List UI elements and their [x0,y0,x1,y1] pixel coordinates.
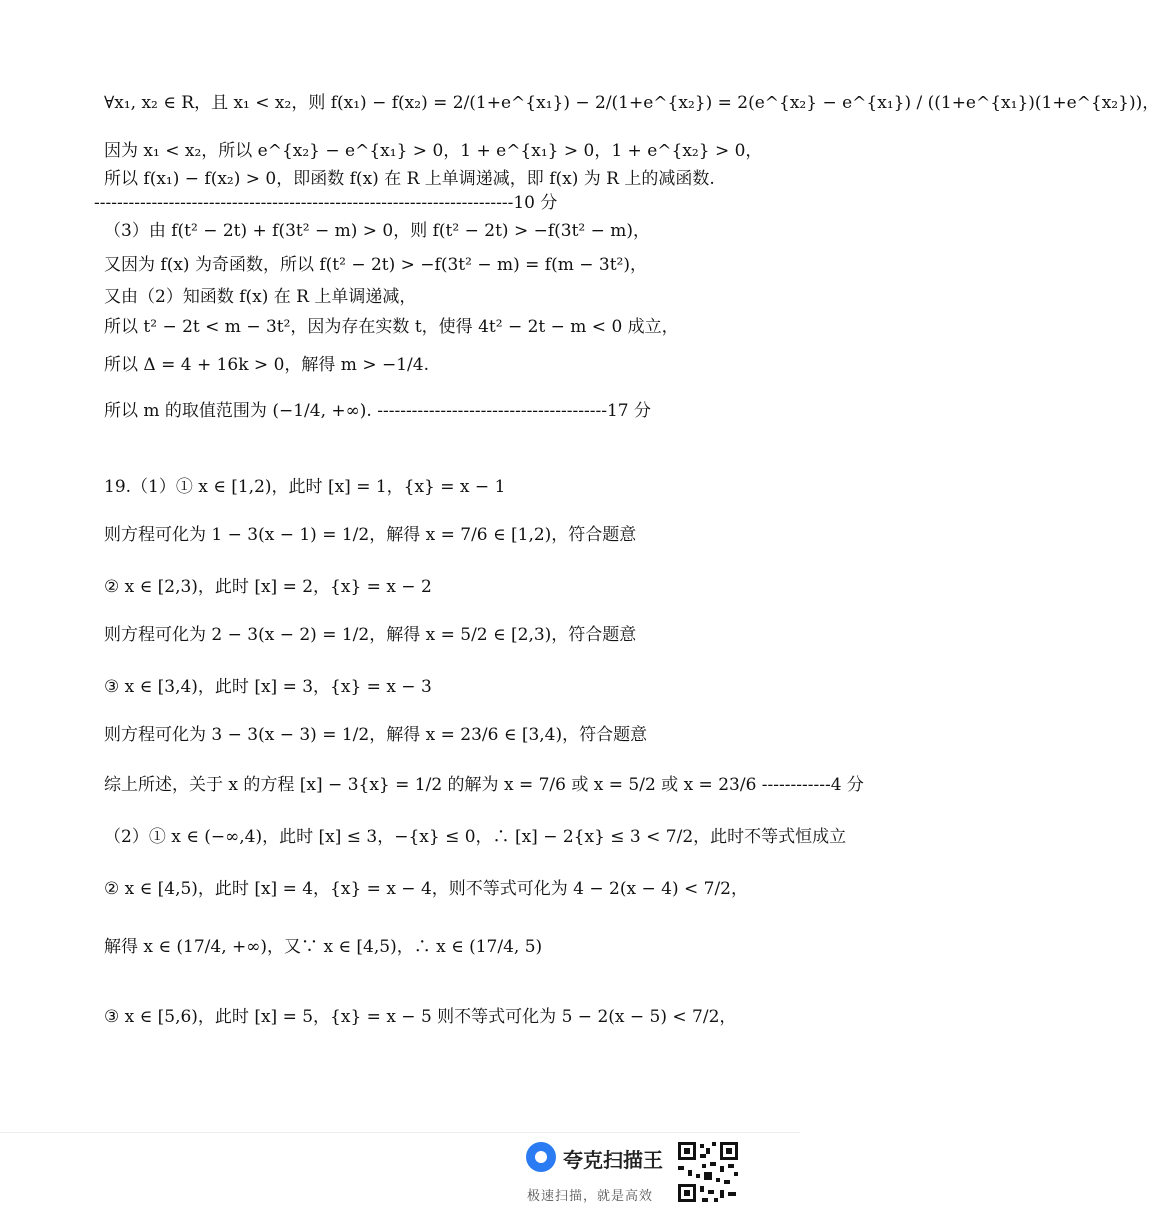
text-line: 所以 Δ = 4 + 16k > 0，解得 m > −1/4. [104,355,429,375]
text-line: 所以 m 的取值范围为 (−1/4, +∞). ----------------------------------------17 分 [104,401,652,421]
text-line: 又由（2）知函数 f(x) 在 R 上单调递减， [104,287,417,307]
text-line: 19.（1）① x ∈ [1,2)，此时 [x] = 1，{x} = x − 1 [104,477,506,497]
text-line: ② x ∈ [2,3)，此时 [x] = 2，{x} = x − 2 [104,577,432,597]
text-line: 所以 t² − 2t < m − 3t²，因为存在实数 t，使得 4t² − 2t − m < 0 成立， [104,317,679,337]
text-line: （2）① x ∈ (−∞,4)，此时 [x] ≤ 3，−{x} ≤ 0，∴ [x] − 2{x} ≤ 3 < 7/2，此时不等式恒成立 [104,827,847,847]
text-line: 综上所述，关于 x 的方程 [x] − 3{x} = 1/2 的解为 x = 7/6 或 x = 5/2 或 x = 23/6 ------------4 分 [104,775,864,795]
text-line: 所以 f(x₁) − f(x₂) > 0，即函数 f(x) 在 R 上单调递减，即 f(x) 为 R 上的减函数. [104,169,715,189]
brand-slogan: 极速扫描，就是高效 [527,1189,654,1204]
qr-code-icon [676,1140,740,1204]
text-line: ② x ∈ [4,5)，此时 [x] = 4，{x} = x − 4，则不等式可化为 4 − 2(x − 4) < 7/2， [104,879,748,899]
text-line: 则方程可化为 1 − 3(x − 1) = 1/2，解得 x = 7/6 ∈ [1,2)，符合题意 [104,525,637,545]
text-line: ∀x₁, x₂ ∈ R，且 x₁ < x₂，则 f(x₁) − f(x₂) = 2/(1+e^{x₁}) − 2/(1+e^{x₂}) = 2(e^{x₂} − e^{x₁}) / ((1+e^{x₁})(1+e^{x₂}))， [104,93,1159,113]
text-line: （3）由 f(t² − 2t) + f(3t² − m) > 0，则 f(t² − 2t) > −f(3t² − m)， [104,221,651,241]
text-line: 因为 x₁ < x₂，所以 e^{x₂} − e^{x₁} > 0，1 + e^{x₁} > 0，1 + e^{x₂} > 0， [104,141,763,161]
brand-name: 夸克扫描王 [563,1148,663,1172]
text-line: 则方程可化为 3 − 3(x − 3) = 1/2，解得 x = 23/6 ∈ [3,4)，符合题意 [104,725,648,745]
text-line: 则方程可化为 2 − 3(x − 2) = 1/2，解得 x = 5/2 ∈ [2,3)，符合题意 [104,625,637,645]
scanner-logo-icon [526,1142,556,1172]
text-line: ③ x ∈ [3,4)，此时 [x] = 3，{x} = x − 3 [104,677,432,697]
text-line: 解得 x ∈ (17/4, +∞)，又∵ x ∈ [4,5)，∴ x ∈ (17/4, 5) [104,937,543,957]
text-line: ③ x ∈ [5,6)，此时 [x] = 5，{x} = x − 5 则不等式可化为 5 − 2(x − 5) < 7/2， [104,1007,737,1027]
score-divider: -------------------------------------------------------------------------10 分 [94,193,558,213]
text-line: 又因为 f(x) 为奇函数，所以 f(t² − 2t) > −f(3t² − m) = f(m − 3t²)， [104,255,647,275]
